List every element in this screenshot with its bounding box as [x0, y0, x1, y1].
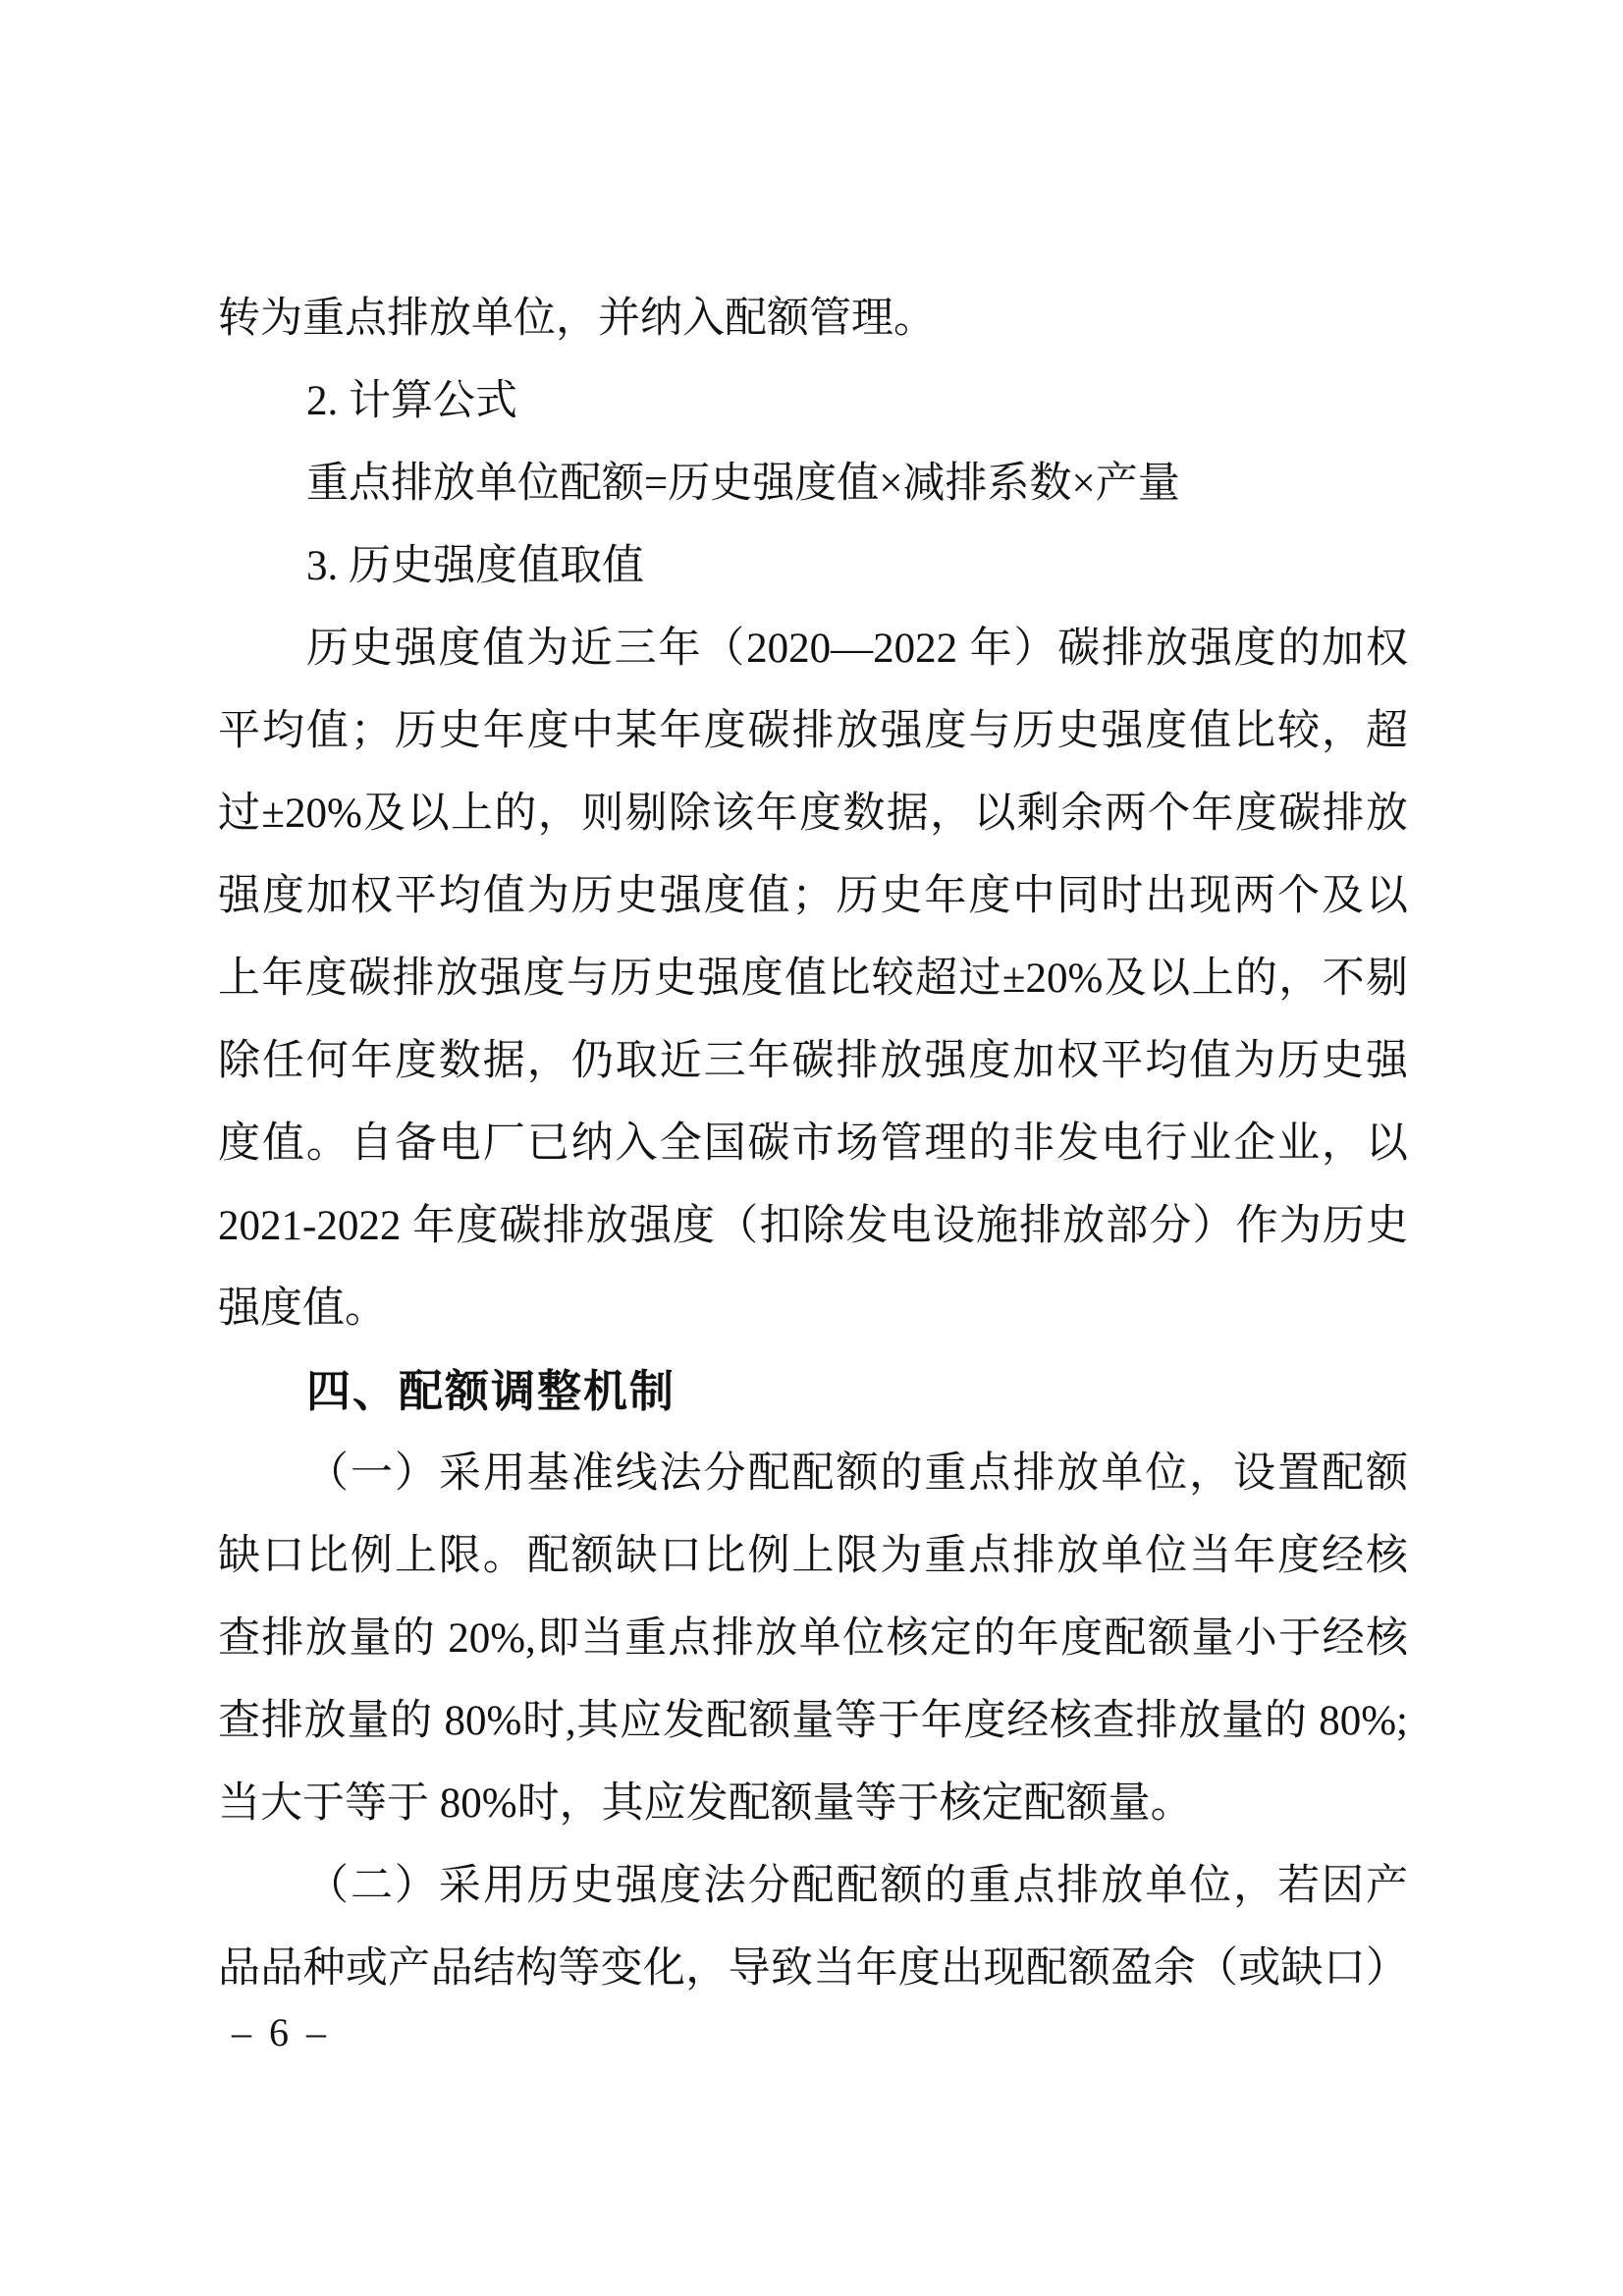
text-line: 强度值。: [218, 1285, 387, 1332]
text-line: 查排放量的 80%时,其应发配额量等于年度经核查排放量的 80%;: [218, 1698, 1408, 1744]
text-line: （二）采用历史强度法分配配额的重点排放单位，若因产: [306, 1863, 1408, 1909]
text-line: 除任何年度数据，仍取近三年碳排放强度加权平均值为历史强: [218, 1038, 1408, 1084]
text-line: 转为重点排放单位，并纳入配额管理。: [218, 296, 936, 342]
page-number: – 6 –: [232, 2010, 330, 2054]
text-line: 过±20%及以上的，则剔除该年度数据，以剩余两个年度碳排放: [218, 791, 1408, 837]
text-line: 度值。自备电厂已纳入全国碳市场管理的非发电行业企业，以: [218, 1121, 1408, 1167]
text-line: 历史强度值为近三年（2020—2022 年）碳排放强度的加权: [306, 626, 1408, 672]
text-line: 强度加权平均值为历史强度值；历史年度中同时出现两个及以: [218, 873, 1408, 919]
section-heading: 四、配额调整机制: [306, 1366, 676, 1416]
text-line: 查排放量的 20%,即当重点排放单位核定的年度配额量小于经核: [218, 1615, 1408, 1662]
text-line: 上年度碳排放强度与历史强度值比较超过±20%及以上的，不剔: [218, 956, 1408, 1002]
formula-line: 重点排放单位配额=历史强度值×减排系数×产量: [306, 461, 1180, 507]
list-item-3: 3. 历史强度值取值: [306, 543, 644, 589]
document-body-text: [218, 278, 1408, 2010]
text-line: 缺口比例上限。配额缺口比例上限为重点排放单位当年度经核: [218, 1533, 1408, 1579]
text-line: 2021-2022 年度碳排放强度（扣除发电设施排放部分）作为历史: [218, 1203, 1408, 1249]
text-line: （一）采用基准线法分配配额的重点排放单位，设置配额: [306, 1450, 1408, 1497]
text-line: 当大于等于 80%时，其应发配额量等于核定配额量。: [218, 1780, 1193, 1827]
text-line: 品品种或产品结构等变化，导致当年度出现配额盈余（或缺口）: [218, 1945, 1408, 1992]
list-item-2: 2. 计算公式: [306, 378, 517, 424]
text-line: 平均值；历史年度中某年度碳排放强度与历史强度值比较，超: [218, 708, 1408, 754]
